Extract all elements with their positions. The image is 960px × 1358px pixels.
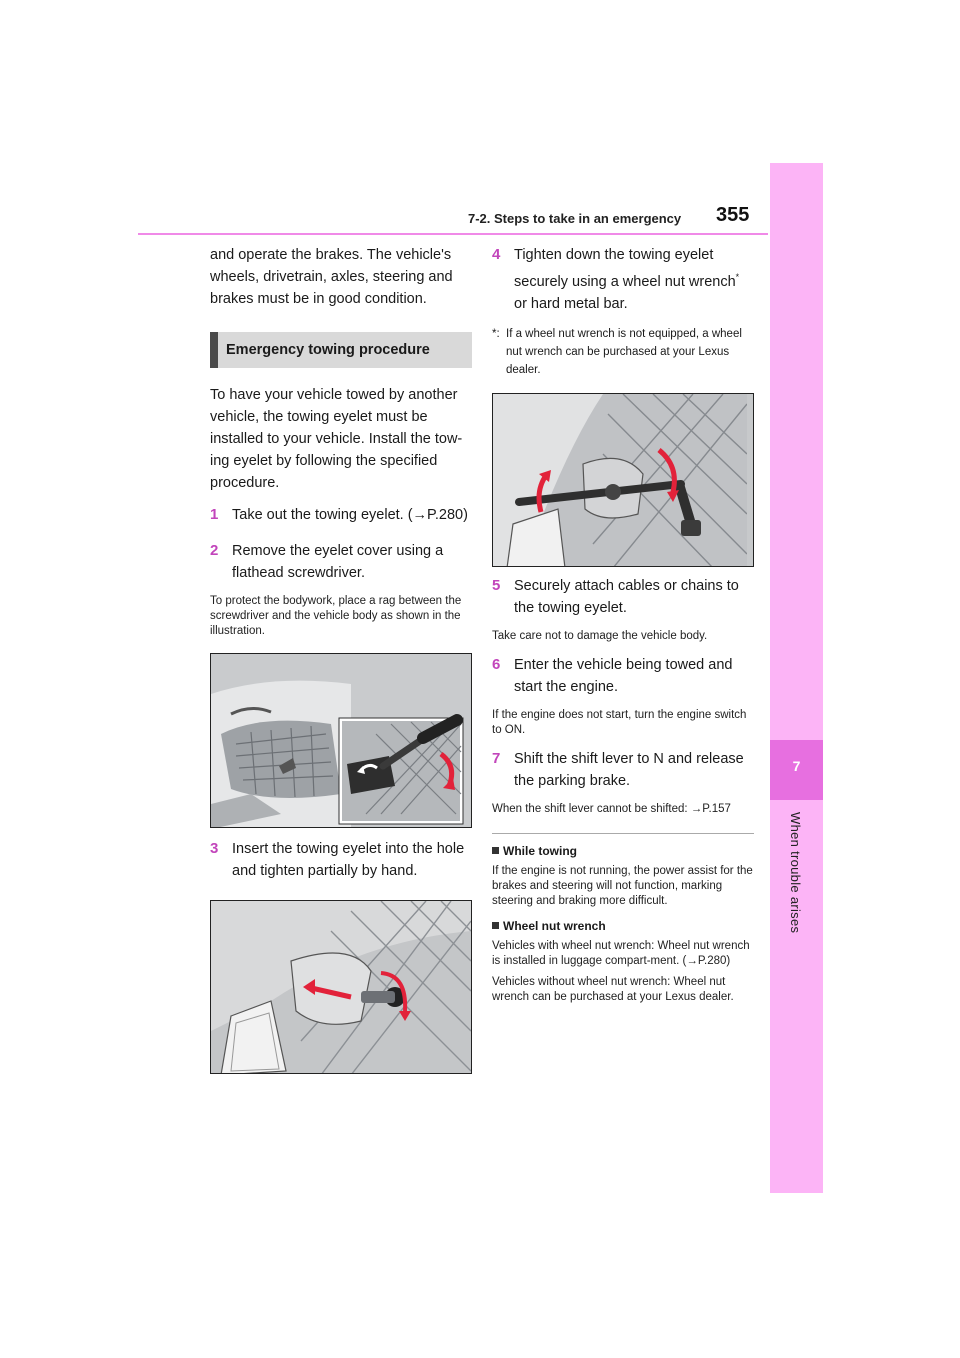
section-heading bbox=[210, 332, 472, 368]
step-text: Securely attach cables or chains to the towing eyelet. bbox=[514, 577, 739, 616]
intro-paragraph: and operate the brakes. The vehicle's wheels, drivetrain, axles, steering and brakes must be in good condition. bbox=[210, 247, 453, 307]
step-text: Remove the eyelet cover using a flathead screwdriver. bbox=[232, 543, 444, 581]
footnote-ref: * bbox=[735, 272, 740, 282]
while-towing-text: If the engine is not running, the power assist for the brakes and steering will not function, marking steering and braking more difficult. bbox=[492, 864, 753, 907]
step-number: 6 bbox=[492, 655, 501, 673]
procedure-intro: To have your vehicle towed by another vehicle, the towing eyelet must be installed to your vehicle. Install the tow-ing eyelet by following the specified procedure. bbox=[210, 387, 463, 491]
illustration-tighten-eyelet bbox=[492, 393, 754, 567]
step-text: Enter the vehicle being towed and start the engine. bbox=[514, 656, 733, 695]
footnote-text: If a wheel nut wrench is not equipped, a wheel nut wrench can be purchased at your Lexus dealer. bbox=[506, 327, 742, 376]
step-number: 5 bbox=[492, 576, 501, 594]
wheel-nut-wrench-text-2: Vehicles without wheel nut wrench: Wheel nut wrench can be purchased at your Lexus dealer. bbox=[492, 975, 734, 1003]
subsection-while-towing bbox=[492, 844, 754, 858]
step-text: Insert the towing eyelet into the hole and tighten partially by hand. bbox=[232, 841, 465, 879]
footnote-mark: *: bbox=[492, 327, 500, 340]
chapter-number: 7 bbox=[792, 758, 801, 774]
step-4-tail: or hard metal bar. bbox=[514, 295, 628, 312]
section-divider bbox=[492, 833, 754, 834]
footnote bbox=[492, 325, 754, 379]
step-7 bbox=[492, 748, 754, 792]
chapter-title: When trouble arises bbox=[788, 812, 803, 934]
step-1 bbox=[210, 504, 472, 526]
step-6-note: If the engine does not start, turn the engine switch to ON. bbox=[492, 708, 747, 736]
left-column bbox=[210, 240, 472, 1074]
step-2 bbox=[210, 540, 472, 584]
subsection-title: While towing bbox=[503, 843, 577, 858]
step-text bbox=[514, 244, 754, 315]
step-text: Take out the towing eyelet. (→P.280) bbox=[232, 507, 468, 523]
square-bullet-icon bbox=[492, 847, 499, 854]
step-number: 4 bbox=[492, 246, 501, 263]
section-title: 7-2. Steps to take in an emergency bbox=[468, 211, 682, 226]
section-heading-text: Emergency towing procedure bbox=[226, 342, 430, 358]
step-6 bbox=[492, 654, 754, 698]
illustration-remove-cover bbox=[210, 653, 472, 828]
wrench-illustration bbox=[493, 394, 747, 567]
square-bullet-icon bbox=[492, 922, 499, 929]
chapter-tab-strip bbox=[770, 163, 823, 1193]
step-number: 1 bbox=[210, 506, 219, 523]
page-number: 355 bbox=[716, 204, 750, 226]
step-4-text: Tighten down the towing eyelet securely using a wheel nut wrench bbox=[514, 247, 736, 290]
step-4 bbox=[492, 244, 754, 315]
step-3 bbox=[210, 838, 472, 882]
right-column bbox=[492, 240, 754, 1005]
step-5 bbox=[492, 575, 754, 619]
step-5-note: Take care not to damage the vehicle body. bbox=[492, 629, 708, 642]
wheel-nut-wrench-text-1: Vehicles with wheel nut wrench: Wheel nut wrench is installed in luggage compart-ment. (→P.280) bbox=[492, 939, 750, 967]
header-rule bbox=[138, 233, 768, 235]
step-number: 7 bbox=[492, 749, 501, 767]
eyelet-insert-illustration bbox=[211, 901, 471, 1074]
step-2-note: To protect the bodywork, place a rag between the screwdriver and the vehicle body as shown in the illustration. bbox=[210, 595, 462, 637]
illustration-insert-eyelet bbox=[210, 900, 472, 1074]
step-7-note: When the shift lever cannot be shifted: →P.157 bbox=[492, 802, 731, 815]
step-text: Shift the shift lever to N and release the parking brake. bbox=[514, 750, 744, 789]
subsection-title: Wheel nut wrench bbox=[503, 918, 606, 933]
car-front-screwdriver-illustration bbox=[211, 654, 471, 828]
step-number: 2 bbox=[210, 542, 219, 559]
subsection-wheel-nut-wrench bbox=[492, 919, 754, 933]
step-number: 3 bbox=[210, 840, 219, 857]
